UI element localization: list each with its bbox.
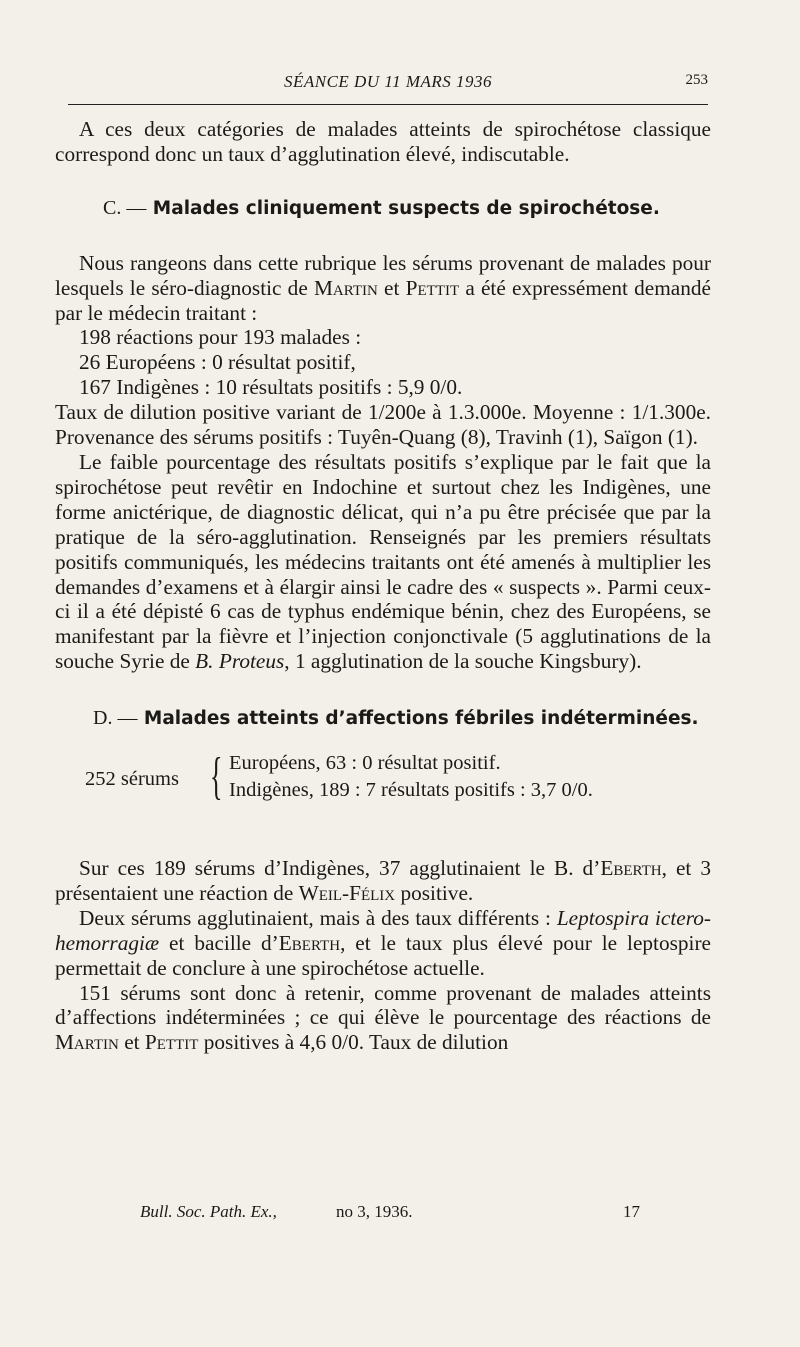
author-martin: Martin xyxy=(313,275,378,300)
text-run: et xyxy=(377,275,406,300)
author-weil-felix: Weil-Félix xyxy=(298,880,396,905)
text-run: positive. xyxy=(395,880,474,905)
signature-mark: 17 xyxy=(623,1202,640,1221)
journal-issue: no 3, 1936. xyxy=(336,1202,413,1221)
sera-breakdown xyxy=(229,750,593,804)
text-run: positives à 4,6 0/0. Taux de dilution xyxy=(198,1030,509,1055)
paragraph-intro: A ces deux catégories de malades atteints de spirochétose classique correspond donc un taux d’agglutination élevé, indiscutable. xyxy=(55,117,711,166)
text-run: et bacille d’ xyxy=(159,930,279,955)
text-run: Le faible pourcentage des résultats positifs s’explique par le fait que la spirochétose peut revêtir en Indochine et surtout chez les Indigènes, une forme anictérique, de diagnostic délicat, qui n’a pu être précisée que par la pratique de la séro-agglutination. Renseignés par les premiers résultats positifs communiqués, les médecins traitants ont été amenés à multiplier les demandes d’examens et à élargir ainsi le cadre des « suspects ». Parmi ceux-ci il a été dépisté 6 cas de typhus endémique bénin, chez des Européens, se manifestant par la fièvre et l’injection conjonctivale (5 agglutinations de la souche Syrie de xyxy=(55,449,711,674)
page-footer xyxy=(140,1202,650,1226)
author-eberth: Eberth xyxy=(278,930,341,955)
text-run: Deux sérums agglutinaient, mais à des taux différents : xyxy=(79,905,557,930)
section-d-letter: D. — xyxy=(93,707,138,730)
section-d-title: Malades atteints d’affections fébriles indéterminées. xyxy=(143,708,699,730)
paragraph-taux: Taux de dilution positive variant de 1/200e à 1.3.000e. Moyenne : 1/1.300e. Provenance des sérums positifs : Tuyên-Quang (8), Travinh (1), Saïgon (1). xyxy=(55,400,711,450)
curly-brace: { xyxy=(210,748,223,806)
header-rule xyxy=(68,104,708,105)
species-leptospira: Leptospira ictero-hemorragiæ xyxy=(55,905,711,955)
author-pettit: Pettit xyxy=(144,1030,199,1055)
author-pettit: Pettit xyxy=(405,275,460,300)
section-d-heading xyxy=(55,706,711,732)
section-c-heading xyxy=(55,196,711,222)
author-eberth: Eberth xyxy=(600,856,662,881)
journal-name: Bull. Soc. Path. Ex., xyxy=(140,1202,277,1221)
sera-label: 252 sérums xyxy=(85,768,179,791)
sera-summary xyxy=(55,750,711,808)
paragraph-c-discussion xyxy=(55,450,711,674)
text-run: 151 sérums sont donc à retenir, comme provenant de malades atteints d’affections indéterminées ; ce qui élève le pourcentage des réactions de xyxy=(55,980,711,1030)
stat-line-reactions: 198 réactions pour 193 malades : xyxy=(79,325,362,350)
paragraph-c-intro xyxy=(55,251,711,326)
stat-line-europeens: 26 Européens : 0 résultat positif, xyxy=(79,350,356,375)
text-run: , et le taux plus élevé pour le leptospire permettait de conclure à une spirochétose actuelle. xyxy=(55,930,712,980)
text-run: a été expressément demandé par le médecin traitant : xyxy=(55,275,711,325)
section-c-title: Malades cliniquement suspects de spirochétose. xyxy=(152,197,660,219)
article-body xyxy=(55,117,711,1055)
paragraph-d-2 xyxy=(55,906,711,981)
page-number: 253 xyxy=(685,72,708,88)
species-b-proteus: B. Proteus xyxy=(195,649,285,674)
section-c-letter: C. — xyxy=(103,196,147,219)
stat-line-indigenes: 167 Indigènes : 10 résultats positifs : 5,9 0/0. xyxy=(79,375,463,400)
page-header xyxy=(68,72,708,96)
text-run: , et 3 présentaient une réaction de xyxy=(55,856,711,905)
author-martin: Martin xyxy=(55,1030,119,1055)
sera-line-europeens: Européens, 63 : 0 résultat positif. xyxy=(229,752,501,775)
text-run: Nous rangeons dans cette rubrique les sérums provenant de malades pour lesquels le séro-diagnostic de xyxy=(55,250,711,300)
paragraph-d-3 xyxy=(55,981,711,1056)
running-head: SÉANCE DU 11 MARS 1936 xyxy=(283,72,493,91)
paragraph-d-1 xyxy=(55,856,711,906)
text-run: et xyxy=(118,1030,145,1055)
text-run: , 1 agglutination de la souche Kingsbury). xyxy=(284,649,642,674)
text-run: Sur ces 189 sérums d’Indigènes, 37 agglutinaient le B. d’ xyxy=(79,856,601,881)
sera-line-indigenes: Indigènes, 189 : 7 résultats positifs : 3,7 0/0. xyxy=(229,779,593,802)
